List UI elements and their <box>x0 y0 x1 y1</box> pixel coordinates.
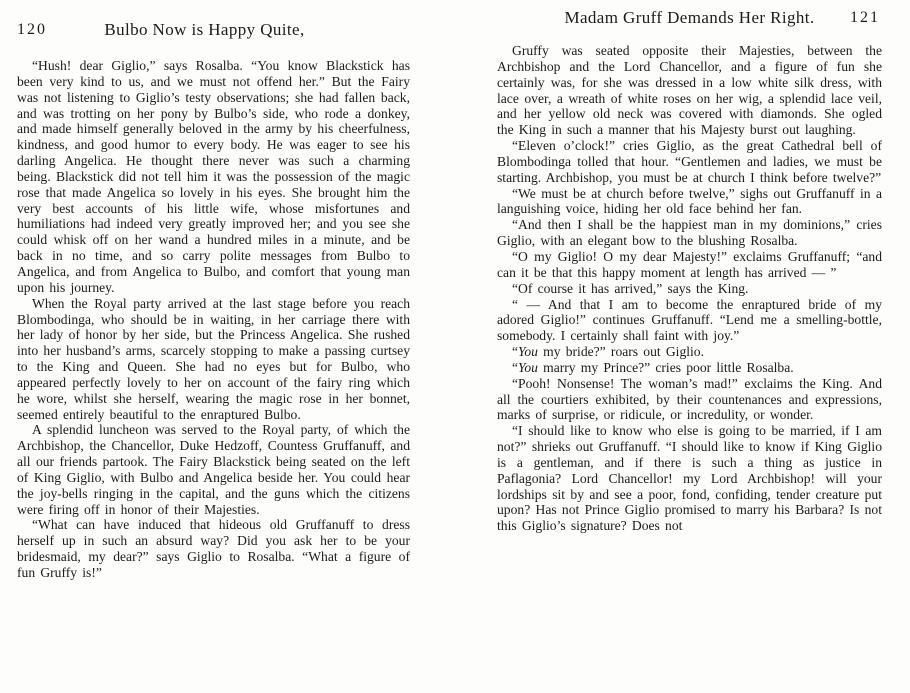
paragraph: “Of course it has arrived,” says the King. <box>512 280 749 296</box>
paragraph: Gruffy was seated opposite their Majesties, between the Archbishop and the Lord Chancellor, and a figure of fun she certainly was, for she was dressed in a low white silk dress, with lace over, a wreath of white roses on her wig, a splendid lace veil, and her yellow old neck was covered with diamonds. She ogled the King in such a manner that his Majesty burst out laughing. <box>497 43 882 138</box>
left-running-head: Bulbo Now is Happy Quite, <box>104 20 305 39</box>
left-page-number: 120 <box>17 21 47 38</box>
paragraph: “And then I shall be the happiest man in my dominions,” cries Giglio, with an elegant bow to the blushing Rosalba. <box>497 217 882 249</box>
paragraph: “Hush! dear Giglio,” says Rosalba. “You know Blackstick has been very kind to us, and we must not offend her.” But the Fairy was not listening to Giglio’s testy observations; she had fallen back, and was trotting on her pony by Bulbo’s side, who rode a donkey, and made himself generally beloved in the army by his cheerfulness, kindness, and good humor to every body. He was eager to see his darling Angelica. He thought there never was such a charming being. Blackstick did not tell him it was the possession of the magic rose that made Angelica so lovely in his eyes. She brought him the very best accounts of his little wife, whose misfortunes and humiliations had indeed very greatly improved her; and you see she could whisk off on her wand a hundred miles in a minute, and be back in no time, and so carry polite messages from Bulbo to Angelica, and from Angelica to Bulbo, and comfort that young man upon his journey. <box>17 58 410 295</box>
paragraph: A splendid luncheon was served to the Royal party, of which the Archbishop, the Chancellor, Duke Hedzoff, Countess Gruffanuff, and all our friends partook. The Fairy Blackstick being seated on the left of King Giglio, with Bulbo and Angelica beside her. You could hear the joy-bells ringing in the capital, and the guns which the citizens were firing off in honor of their Majesties. <box>17 422 410 517</box>
paragraph: When the Royal party arrived at the last stage before you reach Blombodinga, who should be in waiting, in her carriage there with her lady of honor by her side, but the Princess Angelica. She rushed into her husband’s arms, scarcely stopping to make a passing curtsey to the King and Queen. She had no eyes but for Bulbo, who appeared perfectly lovely to her on account of the fairy ring which he wore, whilst she herself, wearing the magic rose in her bonnet, seemed entirely beautiful to the enraptured Bulbo. <box>17 295 410 422</box>
paragraph: “You marry my Prince?” cries poor little Rosalba. <box>512 359 794 375</box>
left-page-body <box>17 58 410 581</box>
left-page <box>17 20 410 581</box>
right-page-number: 121 <box>850 9 880 26</box>
paragraph: “Eleven o’clock!” cries Giglio, as the great Cathedral bell of Blombodinga tolled that hour. “Gentlemen and ladies, we must be starting. Archbishop, you must be at church I think before twelve?” <box>497 138 882 185</box>
paragraph: “You my bride?” roars out Giglio. <box>512 344 704 360</box>
right-page <box>497 8 882 534</box>
right-page-body <box>497 43 882 534</box>
left-page-header <box>17 20 410 42</box>
paragraph: “O my Giglio! O my dear Majesty!” exclaims Gruffanuff; “and can it be that this happy moment at length has arrived — ” <box>497 248 882 280</box>
paragraph: “What can have induced that hideous old Gruffanuff to dress herself up in such an absurd way? Did you ask her to be your bridesmaid, my dear?” says Giglio to Rosalba. “What a figure of fun Gruffy is!” <box>17 517 410 580</box>
paragraph: “I should like to know who else is going to be married, if I am not?” shrieks out Gruffanuff. “I should like to know if King Giglio is a gentleman, and if there is such a thing as justice in Paflagonia? Lord Chancellor! my Lord Archbishop! will your lordships sit by and see a poor, fond, confiding, tender creature put upon? Has not Prince Giglio promised to marry his Barbara? Is not this Giglio’s signature? Does not <box>497 423 882 534</box>
right-running-head: Madam Gruff Demands Her Right. <box>564 8 815 27</box>
paragraph: “We must be at church before twelve,” sighs out Gruffanuff in a languishing voice, hiding her old face behind her fan. <box>497 185 882 217</box>
paragraph: “ — And that I am to become the enraptured bride of my adored Giglio!” continues Gruffanuff. “Lend me a smelling-bottle, somebody. I certainly shall faint with joy.” <box>497 296 882 344</box>
right-page-header <box>497 8 882 30</box>
paragraph: “Pooh! Nonsense! The woman’s mad!” exclaims the King. And all the courtiers exhibited, by their countenances and expressions, marks of surprise, or ridicule, or incredulity, or wonder. <box>497 375 882 423</box>
